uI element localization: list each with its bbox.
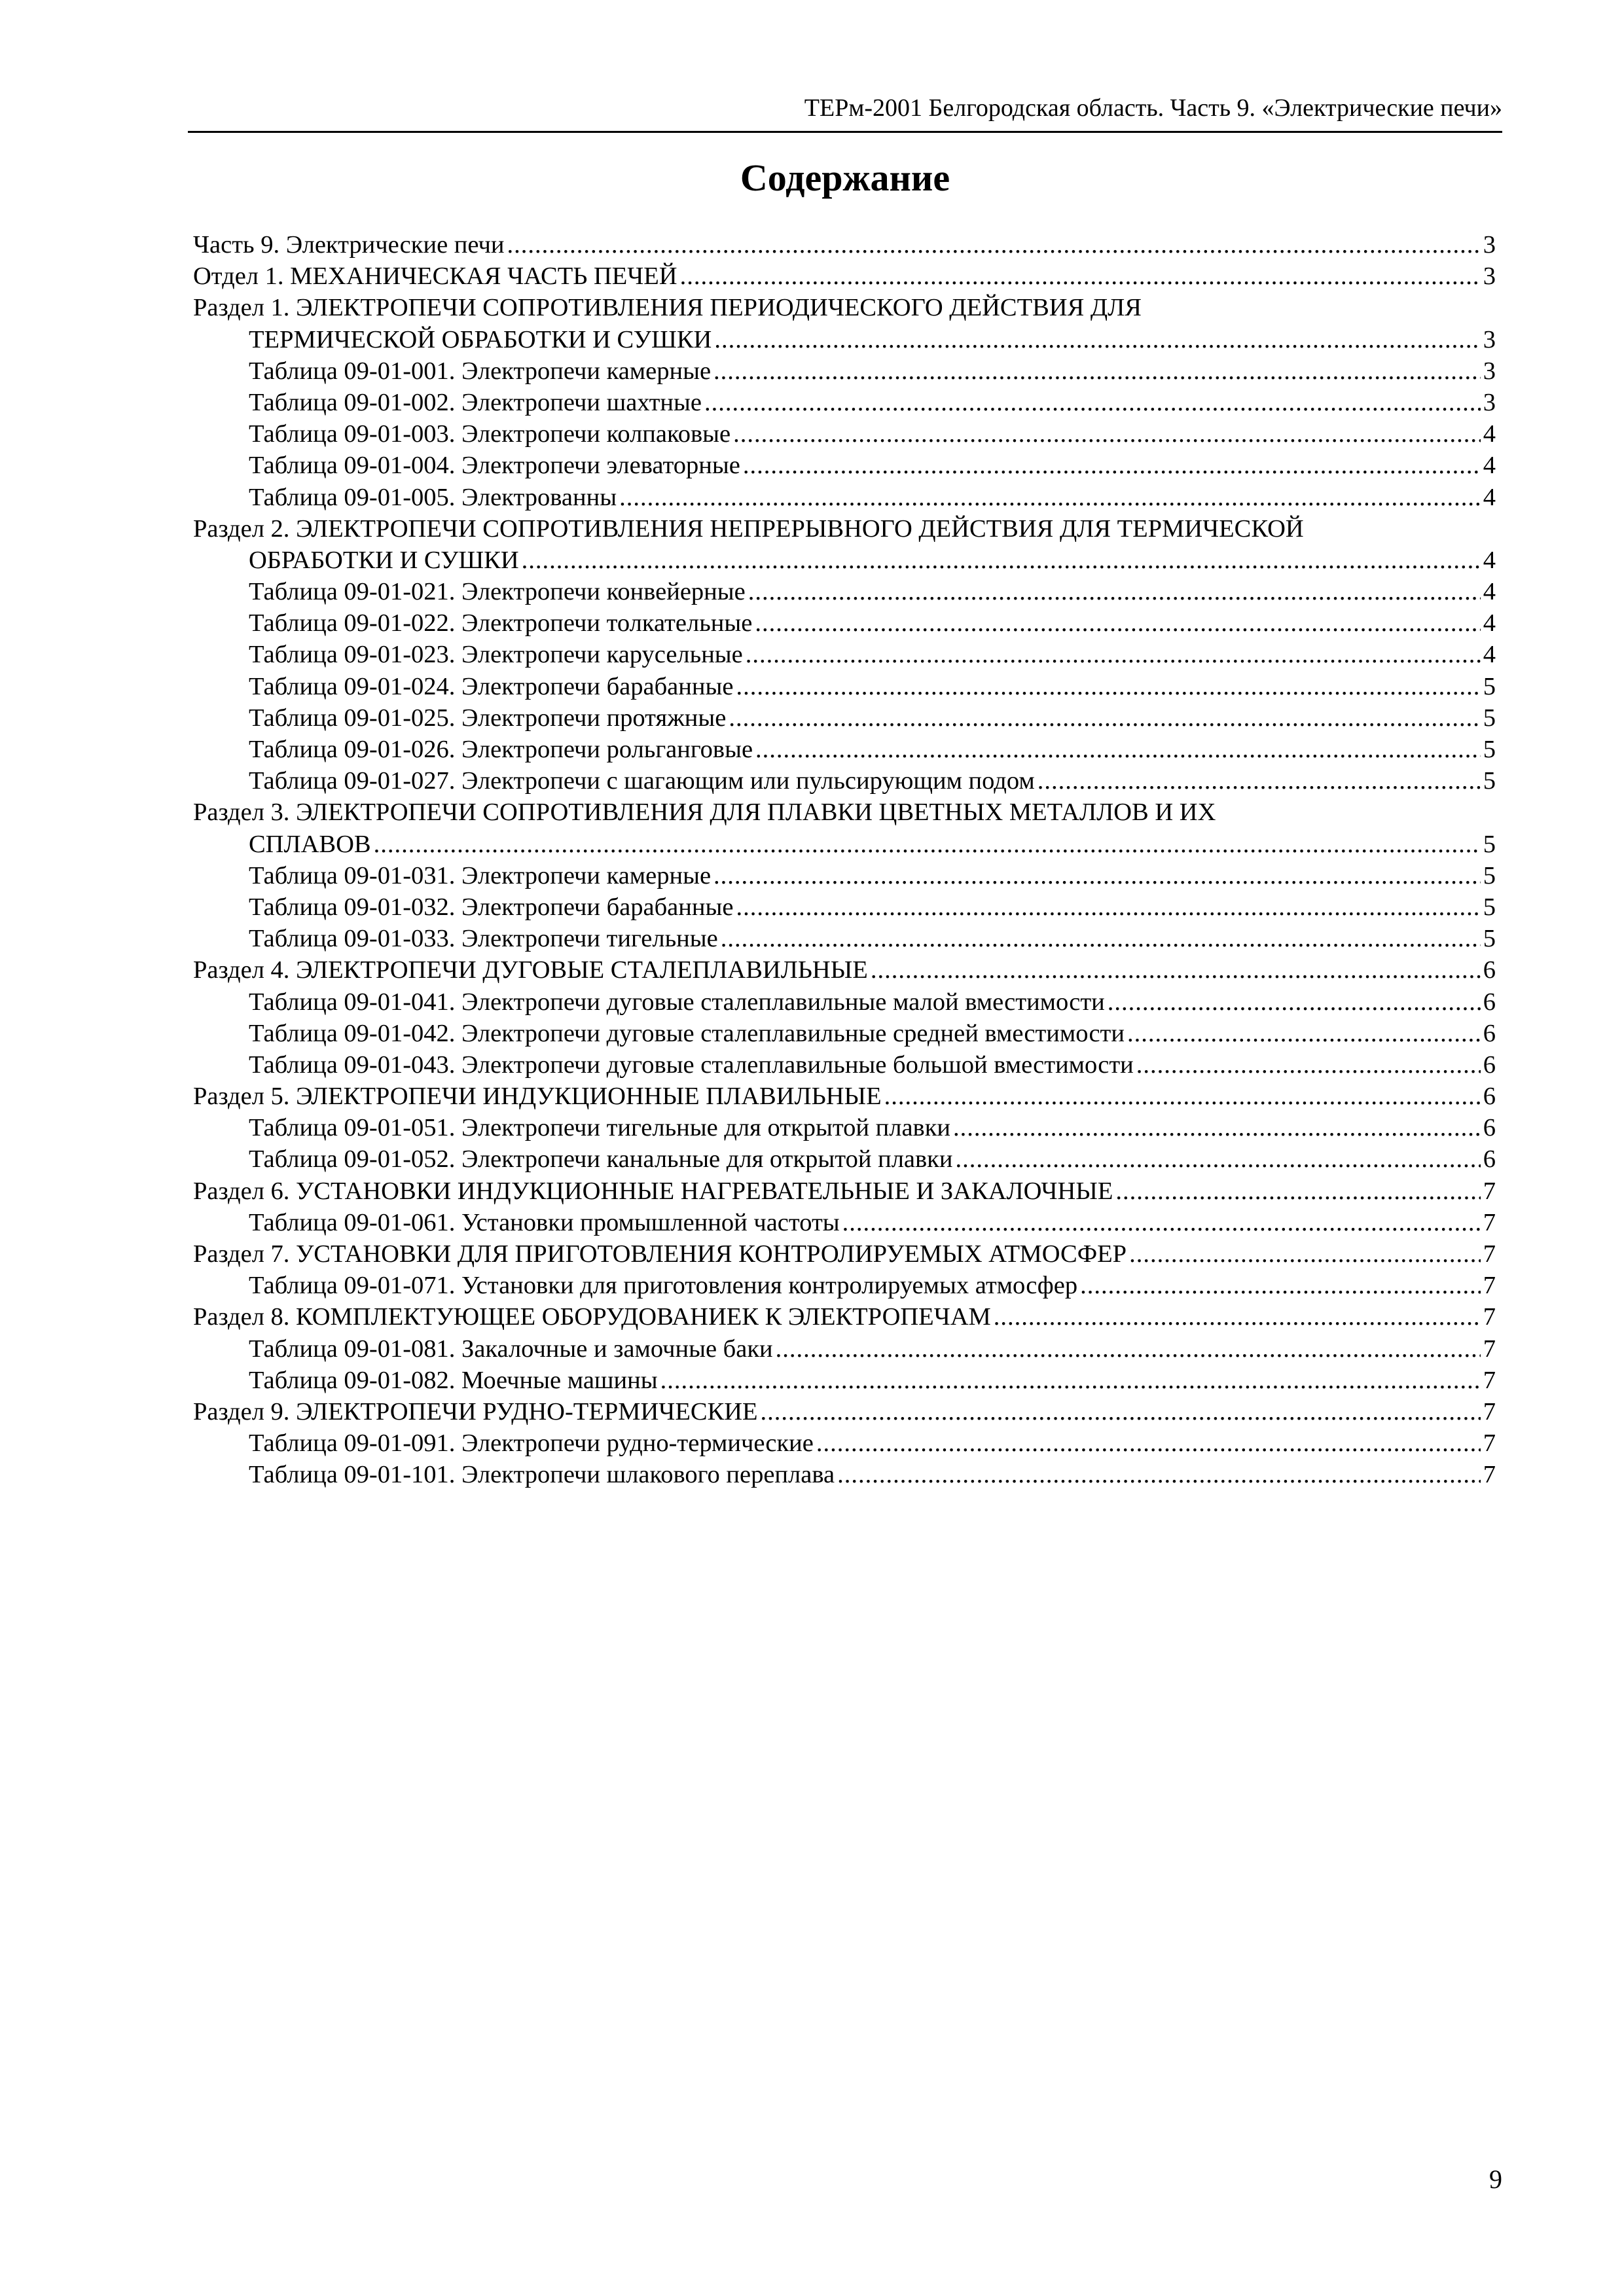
toc-entry-title: Таблица 09-01-001. Электропечи камерные <box>249 357 712 385</box>
toc-entry[interactable] <box>193 450 1496 481</box>
toc-entry[interactable] <box>193 1427 1496 1459</box>
toc-entry[interactable] <box>193 1175 1496 1207</box>
toc-dot-leader <box>748 576 1481 607</box>
toc-entry-title: Таблица 09-01-042. Электропечи дуговые сталеплавильные средней вместимости <box>249 1019 1125 1047</box>
toc-entry-page: 6 <box>1483 1050 1496 1079</box>
toc-entry[interactable] <box>193 954 1496 986</box>
toc-entry[interactable] <box>193 576 1496 607</box>
toc-entry-page: 5 <box>1483 893 1496 921</box>
toc-dot-leader <box>729 702 1480 734</box>
toc-dot-leader <box>733 418 1481 450</box>
toc-dot-leader <box>1080 1270 1481 1301</box>
toc-entry-page: 5 <box>1483 704 1496 732</box>
toc-dot-leader <box>953 1112 1481 1143</box>
toc-entry-page: 7 <box>1483 1461 1496 1489</box>
toc-entry[interactable] <box>193 1365 1496 1396</box>
toc-entry-title: Таблица 09-01-071. Установки для приготовления контролируемых атмосфер <box>249 1272 1078 1300</box>
toc-entry-title: Раздел 1. ЭЛЕКТРОПЕЧИ СОПРОТИВЛЕНИЯ ПЕРИОДИЧЕСКОГО ДЕЙСТВИЯ ДЛЯ <box>193 294 1142 322</box>
toc-entry[interactable] <box>193 482 1496 513</box>
toc-entry-title: Таблица 09-01-024. Электропечи барабанные <box>249 672 734 700</box>
toc-entry[interactable] <box>193 545 1496 576</box>
toc-entry[interactable] <box>193 1459 1496 1490</box>
toc-entry[interactable] <box>193 671 1496 702</box>
toc-entry-title: Таблица 09-01-061. Установки промышленной частоты <box>249 1208 840 1236</box>
toc-entry-page: 5 <box>1483 925 1496 953</box>
toc-dot-leader <box>522 545 1481 576</box>
toc-dot-leader <box>714 324 1480 355</box>
toc-dot-leader <box>761 1396 1481 1427</box>
toc-dot-leader <box>721 923 1481 954</box>
toc-entry[interactable] <box>193 292 1496 323</box>
toc-entry-title: Таблица 09-01-051. Электропечи тигельные для открытой плавки <box>249 1114 951 1142</box>
toc-entry-page: 6 <box>1483 956 1496 984</box>
toc-entry-title: Таблица 09-01-091. Электропечи рудно-термические <box>249 1429 814 1458</box>
toc-entry-page: 7 <box>1483 1177 1496 1205</box>
toc-entry[interactable] <box>193 418 1496 450</box>
toc-dot-leader <box>1038 765 1481 797</box>
toc-entry-title: ОБРАБОТКИ И СУШКИ <box>249 546 519 574</box>
toc-entry[interactable] <box>193 1207 1496 1238</box>
toc-entry-page: 4 <box>1483 609 1496 637</box>
toc-entry-title: Таблица 09-01-081. Закалочные и замочные баки <box>249 1335 773 1363</box>
toc-entry[interactable] <box>193 639 1496 670</box>
toc-entry-title: Таблица 09-01-082. Моечные машины <box>249 1366 658 1394</box>
toc-entry-title: Таблица 09-01-025. Электропечи протяжные <box>249 704 727 732</box>
toc-entry-title: Часть 9. Электрические печи <box>193 231 505 259</box>
toc-entry-page: 6 <box>1483 1083 1496 1111</box>
toc-entry-title: Таблица 09-01-032. Электропечи барабанные <box>249 893 734 921</box>
toc-entry[interactable] <box>193 829 1496 860</box>
toc-entry-page: 7 <box>1483 1397 1496 1426</box>
toc-entry[interactable] <box>193 387 1496 418</box>
toc-entry-page: 7 <box>1483 1272 1496 1300</box>
toc-entry[interactable] <box>193 1238 1496 1270</box>
toc-dot-leader <box>736 891 1480 923</box>
toc-dot-leader <box>1136 1049 1481 1081</box>
toc-entry-title: Таблица 09-01-026. Электропечи рольганговые <box>249 736 753 763</box>
toc-entry-page: 6 <box>1483 1145 1496 1174</box>
page-number: 9 <box>1489 2164 1502 2194</box>
toc-entry-title: ТЕРМИЧЕСКОЙ ОБРАБОТКИ И СУШКИ <box>249 325 712 353</box>
toc-entry-title: Раздел 9. ЭЛЕКТРОПЕЧИ РУДНО-ТЕРМИЧЕСКИЕ <box>193 1397 758 1426</box>
toc-entry-page: 4 <box>1483 641 1496 669</box>
page-title: Содержание <box>740 156 950 199</box>
toc-entry[interactable] <box>193 1049 1496 1081</box>
toc-entry-title: Таблица 09-01-041. Электропечи дуговые сталеплавильные малой вместимости <box>249 988 1105 1016</box>
toc-dot-leader <box>1115 1175 1480 1207</box>
toc-entry-page: 5 <box>1483 672 1496 700</box>
toc-entry-title: Таблица 09-01-043. Электропечи дуговые сталеплавильные большой вместимости <box>249 1050 1134 1079</box>
toc-dot-leader <box>842 1207 1481 1238</box>
toc-entry-page: 4 <box>1483 483 1496 511</box>
toc-dot-leader <box>1108 986 1481 1018</box>
running-header <box>188 92 1502 133</box>
toc-entry-title: Таблица 09-01-004. Электропечи элеваторные <box>249 452 740 480</box>
toc-entry-title: Раздел 2. ЭЛЕКТРОПЕЧИ СОПРОТИВЛЕНИЯ НЕПРЕРЫВНОГО ДЕЙСТВИЯ ДЛЯ ТЕРМИЧЕСКОЙ <box>193 514 1304 543</box>
toc-entry-page: 4 <box>1483 452 1496 480</box>
toc-entry-page: 3 <box>1483 231 1496 259</box>
toc-entry-page: 7 <box>1483 1429 1496 1458</box>
toc-entry-title: Таблица 09-01-022. Электропечи толкательные <box>249 609 753 637</box>
toc-entry[interactable] <box>193 1018 1496 1049</box>
toc-dot-leader <box>884 1081 1481 1112</box>
toc-entry[interactable] <box>193 355 1496 387</box>
toc-entry-page: 6 <box>1483 1114 1496 1142</box>
toc-entry-page: 5 <box>1483 830 1496 858</box>
toc-entry-title: Таблица 09-01-005. Электрованны <box>249 483 617 511</box>
toc-entry[interactable] <box>193 734 1496 765</box>
toc-entry-page: 3 <box>1483 262 1496 291</box>
toc-entry-page: 4 <box>1483 546 1496 574</box>
toc-dot-leader <box>871 954 1481 986</box>
toc-entry-title: Раздел 7. УСТАНОВКИ ДЛЯ ПРИГОТОВЛЕНИЯ КОНТРОЛИРУЕМЫХ АТМОСФЕР <box>193 1240 1127 1268</box>
toc-dot-leader <box>816 1427 1481 1459</box>
toc-entry-title: Раздел 4. ЭЛЕКТРОПЕЧИ ДУГОВЫЕ СТАЛЕПЛАВИЛЬНЫЕ <box>193 956 868 984</box>
toc-entry[interactable] <box>193 986 1496 1018</box>
toc-entry-page: 3 <box>1483 325 1496 353</box>
toc-entry-title: Отдел 1. МЕХАНИЧЕСКАЯ ЧАСТЬ ПЕЧЕЙ <box>193 262 677 291</box>
toc-entry-title: Таблица 09-01-002. Электропечи шахтные <box>249 388 702 416</box>
toc-entry-title: Таблица 09-01-003. Электропечи колпаковые <box>249 420 731 448</box>
toc-entry-title: Таблица 09-01-031. Электропечи камерные <box>249 861 712 889</box>
toc-entry[interactable] <box>193 1301 1496 1333</box>
toc-entry-page: 5 <box>1483 767 1496 795</box>
toc-entry-title: Раздел 5. ЭЛЕКТРОПЕЧИ ИНДУКЦИОННЫЕ ПЛАВИЛЬНЫЕ <box>193 1083 882 1111</box>
toc-entry-page: 5 <box>1483 861 1496 889</box>
toc-entry-page: 4 <box>1483 420 1496 448</box>
toc-entry-title: Раздел 8. КОМПЛЕКТУЮЩЕЕ ОБОРУДОВАНИЕК К ЭЛЕКТРОПЕЧАМ <box>193 1303 991 1331</box>
toc-entry[interactable] <box>193 860 1496 891</box>
toc-dot-leader <box>994 1301 1481 1333</box>
toc-entry[interactable] <box>193 1396 1496 1427</box>
toc-entry[interactable] <box>193 513 1496 545</box>
toc-entry-page: 6 <box>1483 988 1496 1016</box>
toc-entry-page: 7 <box>1483 1335 1496 1363</box>
table-of-contents <box>193 229 1496 1491</box>
toc-entry[interactable] <box>193 260 1496 292</box>
toc-entry-title: Раздел 6. УСТАНОВКИ ИНДУКЦИОННЫЕ НАГРЕВАТЕЛЬНЫЕ И ЗАКАЛОЧНЫЕ <box>193 1177 1113 1205</box>
toc-entry[interactable] <box>193 1081 1496 1112</box>
toc-entry[interactable] <box>193 1333 1496 1365</box>
toc-entry-title: Раздел 3. ЭЛЕКТРОПЕЧИ СОПРОТИВЛЕНИЯ ДЛЯ ПЛАВКИ ЦВЕТНЫХ МЕТАЛЛОВ И ИХ <box>193 798 1216 827</box>
toc-entry-page: 3 <box>1483 388 1496 416</box>
toc-dot-leader <box>736 671 1480 702</box>
toc-entry[interactable] <box>193 1270 1496 1301</box>
toc-entry-title: Таблица 09-01-021. Электропечи конвейерные <box>249 578 746 606</box>
toc-dot-leader <box>755 734 1481 765</box>
toc-dot-leader <box>713 860 1481 891</box>
toc-entry-title: Таблица 09-01-101. Электропечи шлакового переплава <box>249 1461 835 1489</box>
toc-entry[interactable] <box>193 702 1496 734</box>
toc-entry[interactable] <box>193 1143 1496 1175</box>
toc-entry-title: СПЛАВОВ <box>249 830 371 858</box>
toc-dot-leader <box>776 1333 1481 1365</box>
toc-entry[interactable] <box>193 1112 1496 1143</box>
toc-entry-page: 6 <box>1483 1019 1496 1047</box>
toc-entry-page: 7 <box>1483 1240 1496 1268</box>
toc-dot-leader <box>507 229 1480 260</box>
toc-dot-leader <box>619 482 1481 513</box>
toc-entry-title: Таблица 09-01-027. Электропечи с шагающим или пульсирующим подом <box>249 767 1035 795</box>
running-header-text: ТЕРм-2001 Белгородская область. Часть 9. «Электрические печи» <box>804 94 1502 122</box>
toc-dot-leader <box>746 639 1481 670</box>
toc-dot-leader <box>837 1459 1481 1490</box>
toc-entry-title: Таблица 09-01-023. Электропечи карусельные <box>249 641 743 669</box>
toc-entry[interactable] <box>193 607 1496 639</box>
toc-entry[interactable] <box>193 923 1496 954</box>
toc-entry-page: 4 <box>1483 578 1496 606</box>
toc-entry-page: 5 <box>1483 736 1496 763</box>
toc-dot-leader <box>713 355 1481 387</box>
toc-dot-leader <box>1127 1018 1481 1049</box>
toc-entry-page: 3 <box>1483 357 1496 385</box>
toc-dot-leader <box>374 829 1481 860</box>
toc-entry[interactable] <box>193 229 1496 260</box>
toc-entry[interactable] <box>193 891 1496 923</box>
toc-dot-leader <box>704 387 1481 418</box>
toc-entry-title: Таблица 09-01-052. Электропечи канальные для открытой плавки <box>249 1145 953 1174</box>
toc-dot-leader <box>660 1365 1481 1396</box>
toc-entry[interactable] <box>193 765 1496 797</box>
toc-entry-title: Таблица 09-01-033. Электропечи тигельные <box>249 925 718 953</box>
toc-dot-leader <box>955 1143 1480 1175</box>
toc-dot-leader <box>743 450 1481 481</box>
toc-dot-leader <box>680 260 1481 292</box>
toc-dot-leader <box>755 607 1480 639</box>
toc-entry-page: 7 <box>1483 1366 1496 1394</box>
toc-dot-leader <box>1129 1238 1481 1270</box>
toc-entry[interactable] <box>193 324 1496 355</box>
toc-entry-page: 7 <box>1483 1208 1496 1236</box>
toc-entry-page: 7 <box>1483 1303 1496 1331</box>
toc-entry[interactable] <box>193 797 1496 828</box>
